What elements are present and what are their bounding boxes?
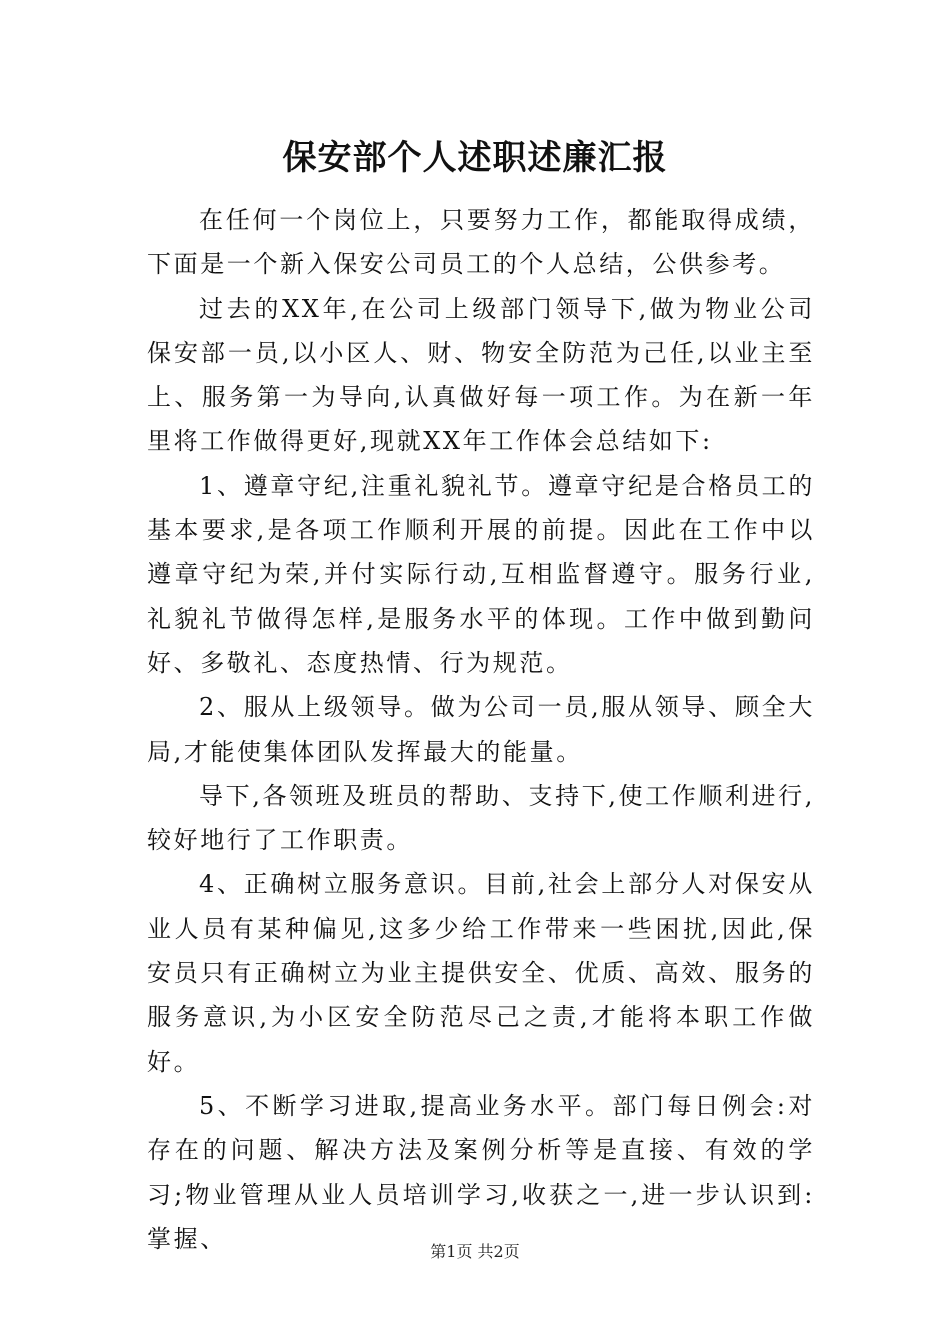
document-body — [147, 198, 815, 1261]
paragraph-overview: 过去的XX年,在公司上级部门领导下,做为物业公司保安部一员,以小区人、财、物安全防范为己任,以业主至上、服务第一为导向,认真做好每一项工作。为在新一年里将工作做得更好,现就XX年工作体会总结如下: — [147, 294, 815, 456]
document-title: 保安部个人述职述廉汇报 — [282, 138, 668, 178]
paragraph-intro: 在任何一个岗位上，只要努力工作，都能取得成绩，下面是一个新入保安公司员工的个人总结，公供参考。 — [147, 206, 815, 279]
paragraph-item-2: 2、服从上级领导。做为公司一员,服从领导、顾全大局,才能使集体团队发挥最大的能量。 — [147, 693, 815, 766]
page-number-footer: 第1页 共2页 — [430, 1242, 520, 1261]
paragraph-item-4: 4、正确树立服务意识。目前,社会上部分人对保安从业人员有某种偏见,这多少给工作带来一些困扰,因此,保安员只有正确树立为业主提供安全、优质、高效、服务的服务意识,为小区安全防范尽己之责,才能将本职工作做好。 — [147, 870, 815, 1076]
paragraph-item-3: 导下,各领班及班员的帮助、支持下,使工作顺利进行,较好地行了工作职责。 — [147, 781, 815, 855]
paragraph-item-1: 1、遵章守纪,注重礼貌礼节。遵章守纪是合格员工的基本要求,是各项工作顺利开展的前提。因此在工作中以遵章守纪为荣,并付实际行动,互相监督遵守。服务行业,礼貌礼节做得怎样,是服务水平的体现。工作中做到勤问好、多敬礼、态度热情、行为规范。 — [147, 471, 815, 677]
paragraph-item-5: 5、不断学习进取,提高业务水平。部门每日例会:对存在的问题、解决方法及案例分析等是直接、有效的学习;物业管理从业人员培训学习,收获之一,进一步认识到:掌握、 — [147, 1091, 815, 1253]
